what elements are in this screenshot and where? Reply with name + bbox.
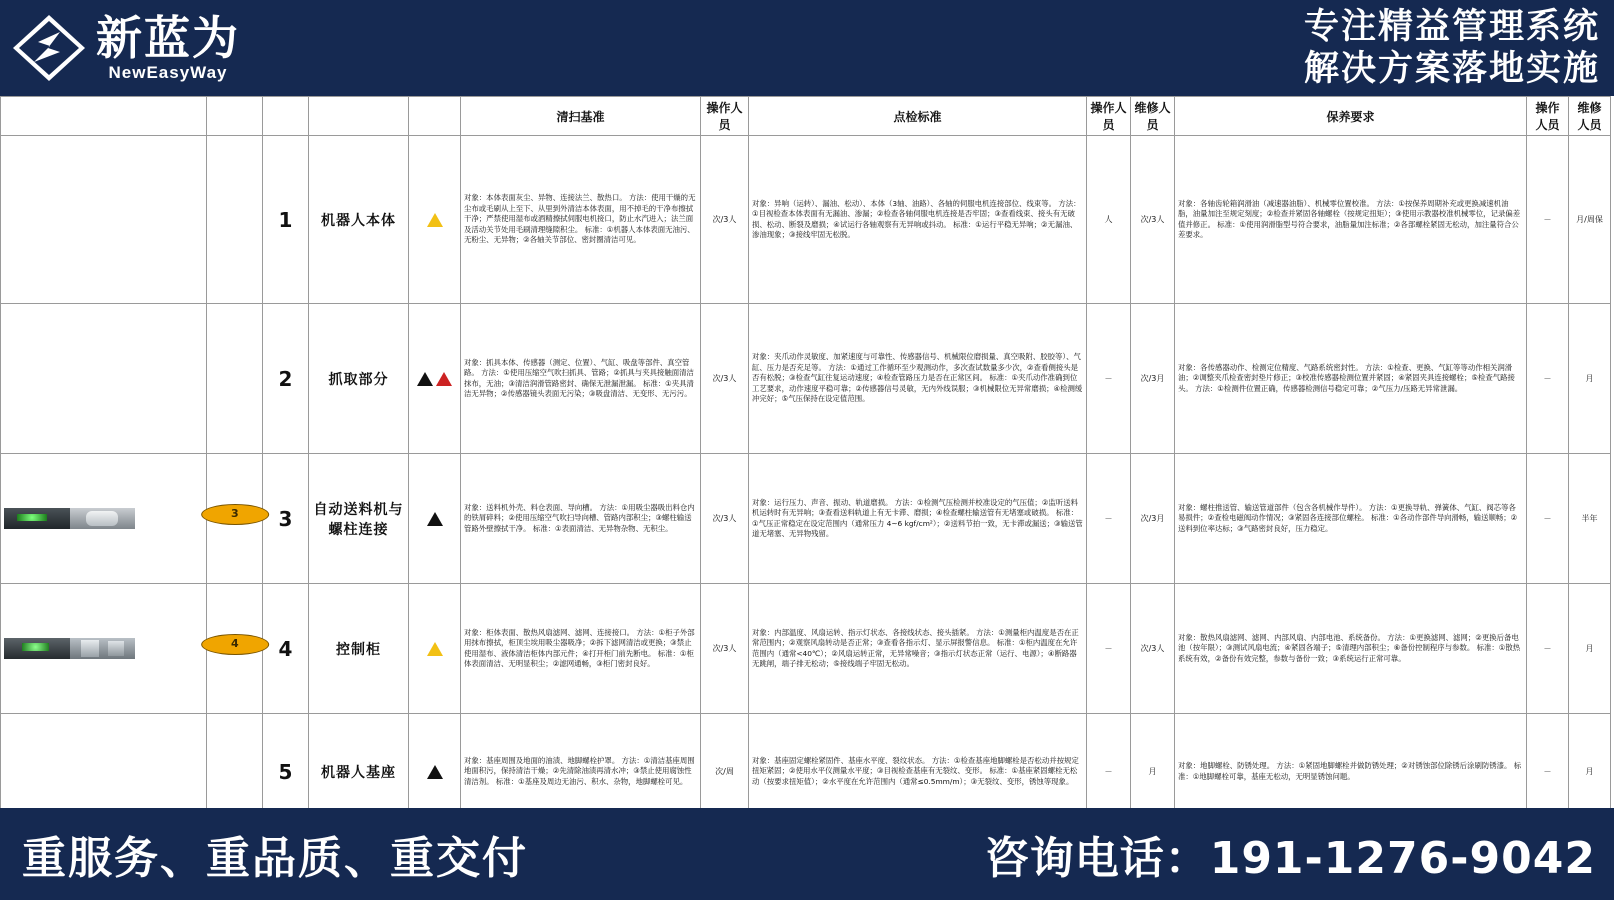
row-operator-2: － [1087,304,1131,454]
header-slogan [1304,6,1614,90]
header-operator-1: 操作人员 [701,97,749,136]
header-part [309,97,409,136]
triangle-yellow-icon [427,642,443,656]
row-maintainer-2: 月/周保 [1569,136,1611,304]
row-number: 5 [263,714,309,830]
row-operator-3: － [1527,304,1569,454]
row-check-standard: 对象：运行压力、声音、振动、轨道磨损。 方法：①检测气压检测并校准设定的气压值；②监听送料机运转时有无异响；③查看送料轨道上有无卡滞、磨损；④检查螺柱输送管有无堵塞或破损。 标准：①气压正常稳定在设定范围内（通常压力 4~6 kgf/cm²）；②送料节拍一致，无卡滞或漏送；③输送管道无堵塞、无异物残留。 [749,454,1087,584]
header-operator-3: 操作人员 [1527,97,1569,136]
row-photo-3 [1,454,239,584]
row-photo-1 [1,136,207,304]
header-level [409,97,461,136]
row-part-name: 控制柜 [309,584,409,714]
row-spacer [207,136,263,304]
row-operator-1: 次/3人 [701,136,749,304]
photo-feeder-left [4,508,70,529]
photo-cabinet-left [4,638,70,659]
row-maint-requirement: 对象：螺柱推送管、输送管道部件（包含各机械作导件）。 方法：①更换导轨、弹簧体、气缸、阀芯等各易损件；②查检电磁阀动作情况；③紧固各连接部位螺栓。 标准：①各动作部件导向滑畅，输送顺畅；②送料到位率达标；③气路密封良好，压力稳定。 [1175,454,1527,584]
row-level-icons [409,584,461,714]
header-clean-standard: 清扫基准 [461,97,701,136]
table-row [1,454,1611,584]
row-maintainer-2: 半年 [1569,454,1611,584]
row-level-icons [409,136,461,304]
row-operator-2: － [1087,584,1131,714]
table-row [1,584,1611,714]
triangle-black-icon [427,765,443,779]
brand-block [0,12,240,84]
brand-name-en: NewEasyWay [108,63,228,82]
header-operator-2: 操作人员 [1087,97,1131,136]
row-operator-2: － [1087,454,1131,584]
row-photo-2 [1,304,207,454]
header-check-standard: 点检标准 [749,97,1087,136]
row-number: 3 [263,454,309,584]
row-maintainer-1: 次/3人 [1131,584,1175,714]
header-maintainer-2: 维修人员 [1569,97,1611,136]
row-clean-standard: 对象：本体表面灰尘、异物、连接法兰、散热口。 方法：使用干燥的无尘布或毛刷从上至下、从里到外清洁本体表面，用不掉毛的干净布擦拭干净；严禁使用湿布或酒精擦拭伺服电机接口，防止水汽进入；法兰面及活动关节处用毛刷清理缝隙积尘。 标准：①机器人本体表面无油污、无粉尘、无异物；②各轴关节部位、密封圈清洁可见。 [461,136,701,304]
header-blank [207,97,263,136]
row-part-name: 机器人本体 [309,136,409,304]
maintenance-table [0,96,1611,830]
header-image [1,97,207,136]
row-operator-2: － [1087,714,1131,830]
triangle-black-icon [417,372,433,386]
header-maintainer-1: 维修人员 [1131,97,1175,136]
photo-feeder [4,507,239,529]
row-number: 2 [263,304,309,454]
row-maintainer-1: 次/3月 [1131,454,1175,584]
row-clean-standard: 对象：抓具本体、传感器（测定、位置）、气缸、吸盘等部件、真空管路。 方法：①使用压缩空气吹扫抓具、管路；②抓具与夹具接触面清洁抹布，无油；③清洁润滑管路密封、确保无泄漏泄漏。 标准：①夹具清洁无异物；②传感器镜头表面无污染；③吸盘清洁、无变形、无污污。 [461,304,701,454]
row-maint-requirement: 对象：各轴齿轮箱润滑油（减速器油脂）、机械零位置校准。 方法：①按保养周期补充或更换减速机油脂，油量加注至规定刻度；②检查并紧固各轴螺栓（按规定扭矩）；③使用示教器校准机械零位，记录偏差值并修正。 标准：①使用润滑脂型号符合要求，油脂量加注标准；②各部螺栓紧固无松动，加注量符合公差要求。 [1175,136,1527,304]
row-operator-2: 人 [1087,136,1131,304]
triangle-yellow-icon [427,213,443,227]
diamond-arrow-icon [10,12,88,84]
row-photo-4 [1,584,239,714]
row-operator-1: 次/3人 [701,304,749,454]
header-maint-requirement: 保养要求 [1175,97,1527,136]
slogan-line-2: 解决方案落地实施 [1303,49,1600,89]
table-header-row [1,97,1611,136]
row-maintainer-2: 月 [1569,584,1611,714]
row-operator-1: 次/3人 [701,454,749,584]
brand-name-cn: 新蓝为 [96,11,240,65]
row-level-icons [409,454,461,584]
row-part-name: 自动送料机与螺柱连接 [309,454,409,584]
row-part-name: 机器人基座 [309,714,409,830]
photo-feeder-right [70,508,136,529]
row-maint-requirement: 对象：各传感器动作、检测定位精度、气路系统密封性。 方法：①检查、更换、气缸等等动作相关润滑油；②调整夹爪检查密封垫片修正；③校准传感器检测位置并紧固；④紧固夹具连接螺栓；⑤检查气路接头。 方法：①检测件位置正确，传感器检测信号稳定可靠；②气压力/压路无异常泄漏。 [1175,304,1527,454]
footer-phone: 咨询电话：191-1276-9042 [984,833,1596,884]
row-maintainer-2: 月 [1569,304,1611,454]
photo-badge: 3 [201,504,269,525]
row-operator-1: 次/3人 [701,584,749,714]
photo-badge: 4 [201,634,269,655]
row-operator-3: － [1527,454,1569,584]
row-check-standard: 对象：基座固定螺栓紧固件、基座水平度、裂纹状态。 方法：①检查基座地脚螺栓是否松动并按规定扭矩紧固；②使用水平仪测量水平度；③目视检查基座有无裂纹、变形。 标准：①基座紧固螺栓无松动（按要求扭矩值）；②水平度在允许范围内（通常≤0.5mm/m）；③无裂纹、变形，锈蚀等现象。 [749,714,1087,830]
row-operator-3: － [1527,584,1569,714]
row-maintainer-1: 月 [1131,714,1175,830]
row-maint-requirement: 对象：散热风扇滤网、滤网、内部风扇、内部电池、系统备份。 方法：①更换滤网、滤网；②更换后备电池（按年限）；③测试风扇电流；④紧固各端子；⑤清理内部积尘；⑥备份控制程序与参数。 标准：①散热系统有效，②备份有效完整，参数与备份一致；③系统运行正常可靠。 [1175,584,1527,714]
page-footer [0,808,1614,900]
row-number: 1 [263,136,309,304]
row-part-name: 抓取部分 [309,304,409,454]
footer-slogan: 重服务、重品质、重交付 [22,833,528,884]
row-operator-3: － [1527,714,1569,830]
row-check-standard: 对象：内部温度、风扇运转、指示灯状态、各接线状态、接头插紧。 方法：①测量柜内温度是否在正常范围内；②观察风扇转动是否正常；③查看各指示灯、显示屏报警信息。 标准：①柜内温度在允许范围内（通常<40℃）；②风扇运转正常，无异常噪音；③指示灯状态正常（运行、电源）；④断路器无跳闸，端子排无松动；⑤接线端子牢固无松动。 [749,584,1087,714]
row-clean-standard: 对象：基座周围及地面的油渍、地脚螺栓护罩。 方法：①清洁基座周围地面积污，保持清洁干燥；②先清除油渍再清水冲；③禁止使用腐蚀性清洁剂。 标准：①基座及周边无油污、积水、杂物，地脚螺栓可见。 [461,714,701,830]
row-number: 4 [263,584,309,714]
table-row [1,304,1611,454]
row-maintainer-2: 月 [1569,714,1611,830]
row-maintainer-1: 次/3人 [1131,136,1175,304]
row-operator-3: － [1527,136,1569,304]
row-maintainer-1: 次/3月 [1131,304,1175,454]
triangle-black-icon [427,512,443,526]
slogan-line-1: 专注精益管理系统 [1303,7,1600,47]
row-check-standard: 对象：夹爪动作灵敏度、加紧速度与可靠性、传感器信号、机械限位磨损量、真空吸附、胶胶等）、气缸、压力是否充足等。 方法：①通过工作循环至少观测动作，多次查试数量多少次，②查看侧接头是否有松脱；③检查气缸往复运动速度；④检查管路压力是否在正常区间。 标准：①夹爪动作准确到位工艺要求，动作速度平稳可靠；②传感器信号灵敏，无内外线误服；③机械限位无异常磨损；④检测缓冲完好；⑤气压保持在设定值范围。 [749,304,1087,454]
row-check-standard: 对象：异响（运转）、漏油、松动）、本体（3轴、油路）、各轴的伺服电机连接部位、线束等。 方法：①目视检查本体表面有无漏油、渗漏；②检查各轴伺服电机连接是否牢固；③查看线束、接头有无破损、松动、断裂及磨损；④试运行各轴观察有无异响或抖动。 标准：①运行平稳无异响；②无漏油、渗油现象；③接线牢固无松脱。 [749,136,1087,304]
row-maint-requirement: 对象：地脚螺栓、防锈处理。 方法：①紧固地脚螺栓并做防锈处理；②对锈蚀部位除锈后涂刷防锈漆。 标准：①地脚螺栓可靠，基座无松动，无明显锈蚀问题。 [1175,714,1527,830]
row-spacer [207,304,263,454]
page-header [0,0,1614,96]
header-no [263,97,309,136]
row-operator-1: 次/周 [701,714,749,830]
photo-cabinet-right [70,638,136,659]
row-clean-standard: 对象：柜体表面、散热风扇滤网、滤网、连接接口。 方法：①柜子外部用抹布擦拭，柜顶尘埃用吸尘器吸净；②拆下滤网清洁或更换；③禁止使用湿布、液体清洁柜体内部元件；④打开柜门前先断电。 标准：①柜体表面清洁、无明显积尘；②滤网通畅，③柜门密封良好。 [461,584,701,714]
maintenance-sheet [0,96,1614,808]
row-level-icons [409,304,461,454]
table-row [1,136,1611,304]
triangle-red-icon [436,372,452,386]
row-clean-standard: 对象：送料机外壳、料仓表面、导向槽。 方法：①用吸尘器吸出料仓内的铁屑碎料；②使用压缩空气吹扫导向槽、管路内部积尘；③螺柱输送管路外壁擦拭干净。 标准：①表面清洁、无异物杂物、无积尘。 [461,454,701,584]
photo-control-cabinet [4,637,239,659]
